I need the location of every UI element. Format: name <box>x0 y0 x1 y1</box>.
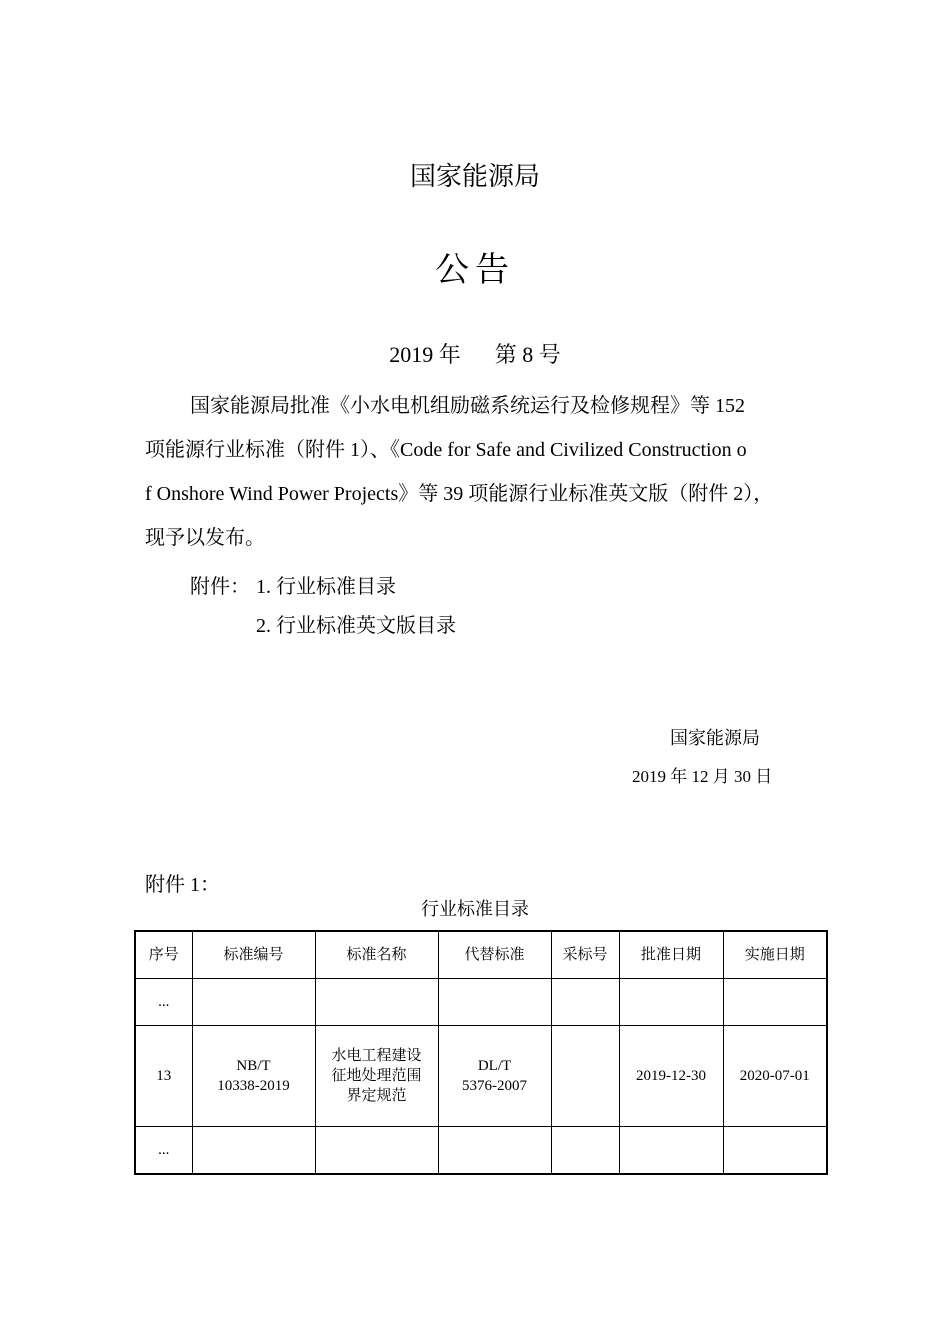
cell-code-line: NB/T <box>236 1058 271 1074</box>
announcement-paragraph <box>145 384 810 560</box>
column-header: 实施日期 <box>723 931 827 979</box>
cell-name-line: 界定规范 <box>346 1088 407 1104</box>
cell-replaces-line: DL/T <box>477 1058 512 1074</box>
document-year: 2019 年 <box>389 342 461 367</box>
notice-title: 公告 <box>435 250 515 290</box>
table-header-row <box>135 931 827 979</box>
cell-name-line: 水电工程建设 <box>331 1048 422 1064</box>
cell-replaces <box>438 1127 551 1175</box>
cell-adopted <box>551 1127 619 1175</box>
standards-table <box>134 930 828 1175</box>
cell-name <box>315 1026 438 1127</box>
column-header: 批准日期 <box>619 931 723 979</box>
cell-effective: 2020-07-01 <box>723 1026 827 1127</box>
table-row <box>135 979 827 1026</box>
column-header: 代替标准 <box>438 931 551 979</box>
cell-replaces <box>438 979 551 1026</box>
attachments-label: 附件： <box>190 576 250 598</box>
cell-replaces <box>438 1026 551 1127</box>
attachment-item-1: 1. 行业标准目录 <box>256 576 396 598</box>
cell-adopted <box>551 1026 619 1127</box>
paragraph-line: 项能源行业标准（附件 1）、《Code for Safe and Civilized Construction o <box>145 439 747 461</box>
attachment-item-2: 2. 行业标准英文版目录 <box>256 615 456 637</box>
cell-replaces-line: 5376-2007 <box>462 1078 527 1094</box>
cell-adopted <box>551 979 619 1026</box>
cell-approved <box>619 979 723 1026</box>
cell-no: ... <box>135 979 192 1026</box>
cell-name <box>315 1127 438 1175</box>
annex-label: 附件 1： <box>145 874 220 896</box>
cell-code <box>192 1127 315 1175</box>
column-header: 标准编号 <box>192 931 315 979</box>
paragraph-line: 现予以发布。 <box>145 527 265 549</box>
table-row <box>135 1026 827 1127</box>
cell-name-line: 征地处理范围 <box>331 1068 422 1084</box>
cell-no: 13 <box>135 1026 192 1127</box>
cell-name <box>315 979 438 1026</box>
document-number <box>0 338 950 369</box>
signature-org: 国家能源局 <box>670 728 760 749</box>
issuer-title: 国家能源局 <box>409 162 540 192</box>
table-row <box>135 1127 827 1175</box>
column-header: 采标号 <box>551 931 619 979</box>
column-header: 标准名称 <box>315 931 438 979</box>
annex-title: 行业标准目录 <box>421 899 529 920</box>
document-issue-number: 第 8 号 <box>494 342 561 367</box>
cell-code-line: 10338-2019 <box>217 1078 290 1094</box>
cell-approved <box>619 1127 723 1175</box>
cell-no: ... <box>135 1127 192 1175</box>
paragraph-line: 国家能源局批准《小水电机组励磁系统运行及检修规程》等 152 <box>190 395 745 417</box>
cell-approved: 2019-12-30 <box>619 1026 723 1127</box>
paragraph-line: f Onshore Wind Power Projects》等 39 项能源行业标准英文版（附件 2）， <box>145 483 774 505</box>
column-header: 序号 <box>135 931 192 979</box>
cell-effective <box>723 979 827 1026</box>
signature-date: 2019 年 12 月 30 日 <box>632 767 773 786</box>
cell-effective <box>723 1127 827 1175</box>
cell-code <box>192 1026 315 1127</box>
cell-code <box>192 979 315 1026</box>
